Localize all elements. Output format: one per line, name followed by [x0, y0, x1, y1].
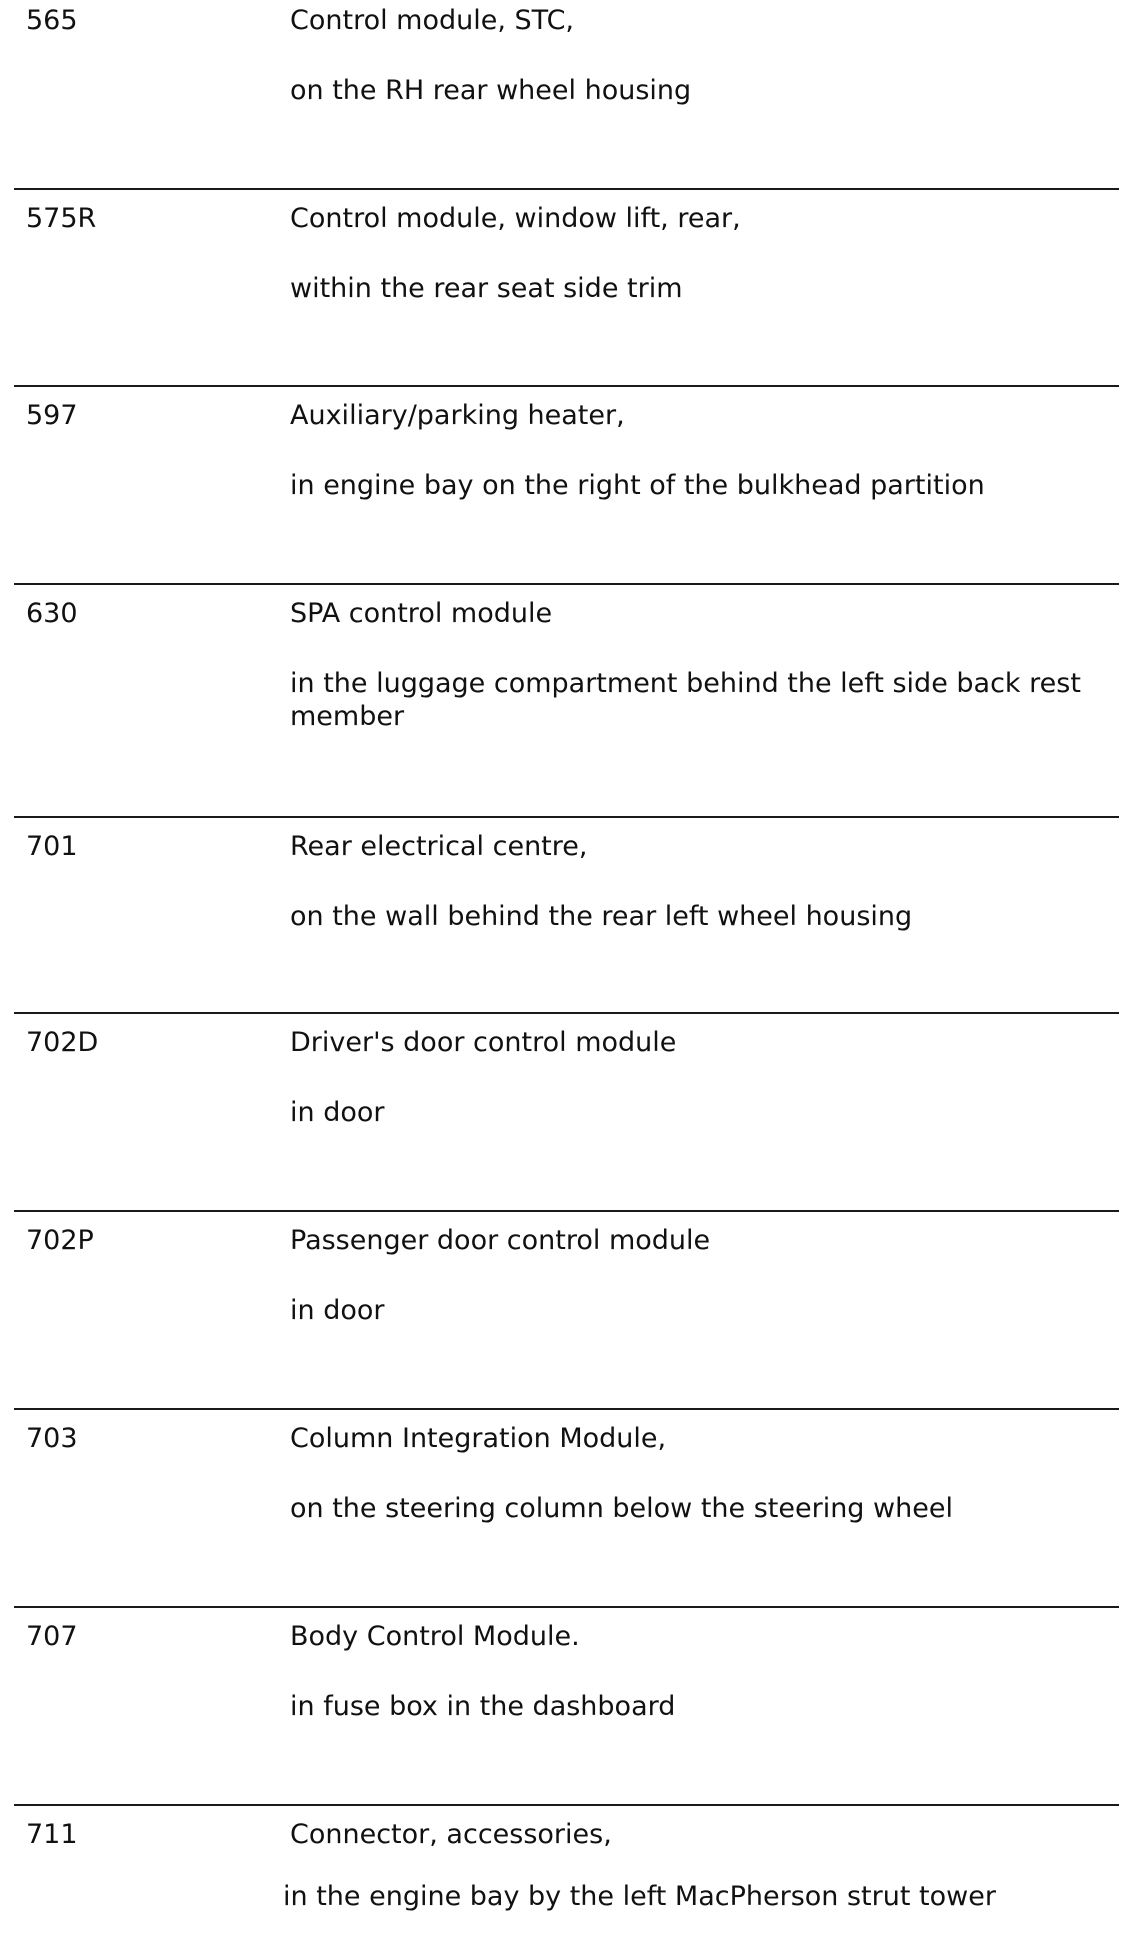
- table-row: [0, 1804, 1136, 1954]
- component-title: Body Control Module.: [290, 1621, 580, 1652]
- table-row: [0, 1210, 1136, 1408]
- component-title: SPA control module: [290, 598, 553, 629]
- component-location: in the engine bay by the left MacPherson strut tower: [283, 1881, 996, 1912]
- component-location: on the RH rear wheel housing: [290, 75, 692, 106]
- component-title: Driver's door control module: [290, 1027, 677, 1058]
- component-location: on the steering column below the steering wheel: [290, 1493, 953, 1524]
- table-row: [0, 0, 1136, 188]
- component-code: 630: [26, 598, 78, 629]
- table-row: [0, 1012, 1136, 1210]
- component-title: Control module, STC,: [290, 5, 575, 36]
- component-title: Column Integration Module,: [290, 1423, 667, 1454]
- component-code: 711: [26, 1819, 78, 1850]
- component-location: in door: [290, 1097, 385, 1128]
- table-row: [0, 583, 1136, 816]
- table-row: [0, 1408, 1136, 1606]
- component-code: 597: [26, 400, 78, 431]
- component-location: on the wall behind the rear left wheel housing: [290, 901, 913, 932]
- component-code: 702P: [26, 1225, 94, 1256]
- component-code: 707: [26, 1621, 78, 1652]
- component-location: in engine bay on the right of the bulkhead partition: [290, 470, 985, 501]
- component-title: Passenger door control module: [290, 1225, 711, 1256]
- component-location: in fuse box in the dashboard: [290, 1691, 676, 1722]
- component-title: Rear electrical centre,: [290, 831, 588, 862]
- component-location: within the rear seat side trim: [290, 273, 683, 304]
- component-code: 575R: [26, 203, 97, 234]
- table-row: [0, 816, 1136, 1012]
- component-code: 565: [26, 5, 78, 36]
- table-row: [0, 385, 1136, 583]
- component-location: in door: [290, 1295, 385, 1326]
- component-location: in the luggage compartment behind the left side back rest member: [290, 668, 1081, 732]
- component-title: Control module, window lift, rear,: [290, 203, 741, 234]
- component-code: 703: [26, 1423, 78, 1454]
- component-title: Auxiliary/parking heater,: [290, 400, 625, 431]
- table-row: [0, 188, 1136, 385]
- component-code: 701: [26, 831, 78, 862]
- component-code: 702D: [26, 1027, 99, 1058]
- component-title: Connector, accessories,: [290, 1819, 612, 1850]
- table-row: [0, 1606, 1136, 1804]
